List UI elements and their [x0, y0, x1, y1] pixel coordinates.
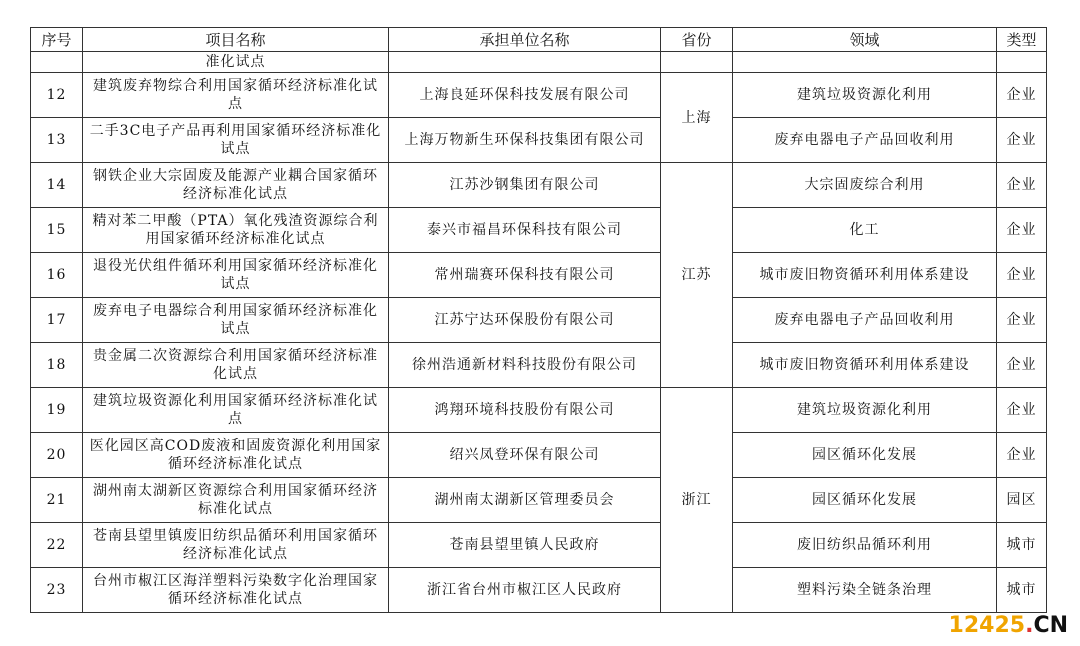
header-type: 类型: [997, 28, 1047, 52]
cell-type: 企业: [997, 343, 1047, 388]
cell-no: 20: [31, 433, 83, 478]
cell-project: 贵金属二次资源综合利用国家循环经济标准化试点: [83, 343, 389, 388]
cell-type: 企业: [997, 433, 1047, 478]
table-row: [31, 298, 1047, 343]
watermark-suffix: CN: [1033, 613, 1068, 638]
cell-type: 园区: [997, 478, 1047, 523]
table-row: [31, 388, 1047, 433]
cell-field: [733, 52, 997, 73]
cell-field: 城市废旧物资循环利用体系建设: [733, 343, 997, 388]
cell-type: 企业: [997, 118, 1047, 163]
cell-field: 废弃电器电子产品回收利用: [733, 118, 997, 163]
cell-unit: 绍兴凤登环保有限公司: [389, 433, 661, 478]
cell-no: 16: [31, 253, 83, 298]
cell-type: 企业: [997, 208, 1047, 253]
cell-unit: 常州瑞赛环保科技有限公司: [389, 253, 661, 298]
cell-type: 城市: [997, 523, 1047, 568]
cell-province: 上海: [661, 73, 733, 163]
cell-type: 企业: [997, 73, 1047, 118]
cell-no: 14: [31, 163, 83, 208]
cell-field: 园区循环化发展: [733, 433, 997, 478]
header-project: 项目名称: [83, 28, 389, 52]
cell-type: 城市: [997, 568, 1047, 613]
cell-field: 城市废旧物资循环利用体系建设: [733, 253, 997, 298]
table-row: [31, 478, 1047, 523]
cell-province: 江苏: [661, 163, 733, 388]
cell-field: 建筑垃圾资源化利用: [733, 388, 997, 433]
cell-project: 准化试点: [83, 52, 389, 73]
cell-project: 精对苯二甲酸（PTA）氧化残渣资源综合利用国家循环经济标准化试点: [83, 208, 389, 253]
cell-type: 企业: [997, 298, 1047, 343]
watermark-number: 12425: [948, 613, 1026, 638]
table-row: [31, 163, 1047, 208]
cell-unit: 江苏宁达环保股份有限公司: [389, 298, 661, 343]
header-row: [31, 28, 1047, 52]
cell-unit: 徐州浩通新材料科技股份有限公司: [389, 343, 661, 388]
cell-field: 废旧纺织品循环利用: [733, 523, 997, 568]
cell-unit: 泰兴市福昌环保科技有限公司: [389, 208, 661, 253]
table-row: [31, 118, 1047, 163]
cell-project: 建筑垃圾资源化利用国家循环经济标准化试点: [83, 388, 389, 433]
cell-type: [997, 52, 1047, 73]
table-row: [31, 253, 1047, 298]
header-unit: 承担单位名称: [389, 28, 661, 52]
pilot-project-table: [30, 27, 1047, 613]
cell-field: 塑料污染全链条治理: [733, 568, 997, 613]
cell-project: 废弃电子电器综合利用国家循环经济标准化试点: [83, 298, 389, 343]
cell-unit: [389, 52, 661, 73]
cell-project: 苍南县望里镇废旧纺织品循环利用国家循环经济标准化试点: [83, 523, 389, 568]
cell-no: [31, 52, 83, 73]
cell-field: 园区循环化发展: [733, 478, 997, 523]
cell-project: 建筑废弃物综合利用国家循环经济标准化试点: [83, 73, 389, 118]
header-province: 省份: [661, 28, 733, 52]
cell-no: 17: [31, 298, 83, 343]
table-row-continuation: [31, 52, 1047, 73]
cell-unit: 上海万物新生环保科技集团有限公司: [389, 118, 661, 163]
header-no: 序号: [31, 28, 83, 52]
table-row: [31, 73, 1047, 118]
cell-unit: 鸿翔环境科技股份有限公司: [389, 388, 661, 433]
header-field: 领域: [733, 28, 997, 52]
cell-type: 企业: [997, 388, 1047, 433]
cell-province: 浙江: [661, 388, 733, 613]
table-row: [31, 568, 1047, 613]
cell-project: 退役光伏组件循环利用国家循环经济标准化试点: [83, 253, 389, 298]
cell-type: 企业: [997, 253, 1047, 298]
cell-no: 13: [31, 118, 83, 163]
cell-project: 二手3C电子产品再利用国家循环经济标准化试点: [83, 118, 389, 163]
cell-field: 废弃电器电子产品回收利用: [733, 298, 997, 343]
cell-no: 21: [31, 478, 83, 523]
cell-unit: 苍南县望里镇人民政府: [389, 523, 661, 568]
cell-unit: 浙江省台州市椒江区人民政府: [389, 568, 661, 613]
table-row: [31, 208, 1047, 253]
table-row: [31, 523, 1047, 568]
cell-type: 企业: [997, 163, 1047, 208]
cell-project: 湖州南太湖新区资源综合利用国家循环经济标准化试点: [83, 478, 389, 523]
cell-no: 12: [31, 73, 83, 118]
cell-field: 大宗固废综合利用: [733, 163, 997, 208]
cell-project: 钢铁企业大宗固废及能源产业耦合国家循环经济标准化试点: [83, 163, 389, 208]
cell-unit: 江苏沙钢集团有限公司: [389, 163, 661, 208]
watermark-dot: .: [1025, 613, 1034, 638]
cell-unit: 湖州南太湖新区管理委员会: [389, 478, 661, 523]
cell-no: 18: [31, 343, 83, 388]
cell-province: [661, 52, 733, 73]
cell-field: 化工: [733, 208, 997, 253]
cell-field: 建筑垃圾资源化利用: [733, 73, 997, 118]
cell-no: 19: [31, 388, 83, 433]
cell-project: 医化园区高COD废液和固废资源化利用国家循环经济标准化试点: [83, 433, 389, 478]
cell-no: 23: [31, 568, 83, 613]
table-row: [31, 433, 1047, 478]
cell-no: 15: [31, 208, 83, 253]
cell-project: 台州市椒江区海洋塑料污染数字化治理国家循环经济标准化试点: [83, 568, 389, 613]
cell-unit: 上海良延环保科技发展有限公司: [389, 73, 661, 118]
table-row: [31, 343, 1047, 388]
cell-no: 22: [31, 523, 83, 568]
site-watermark: [949, 613, 1068, 638]
